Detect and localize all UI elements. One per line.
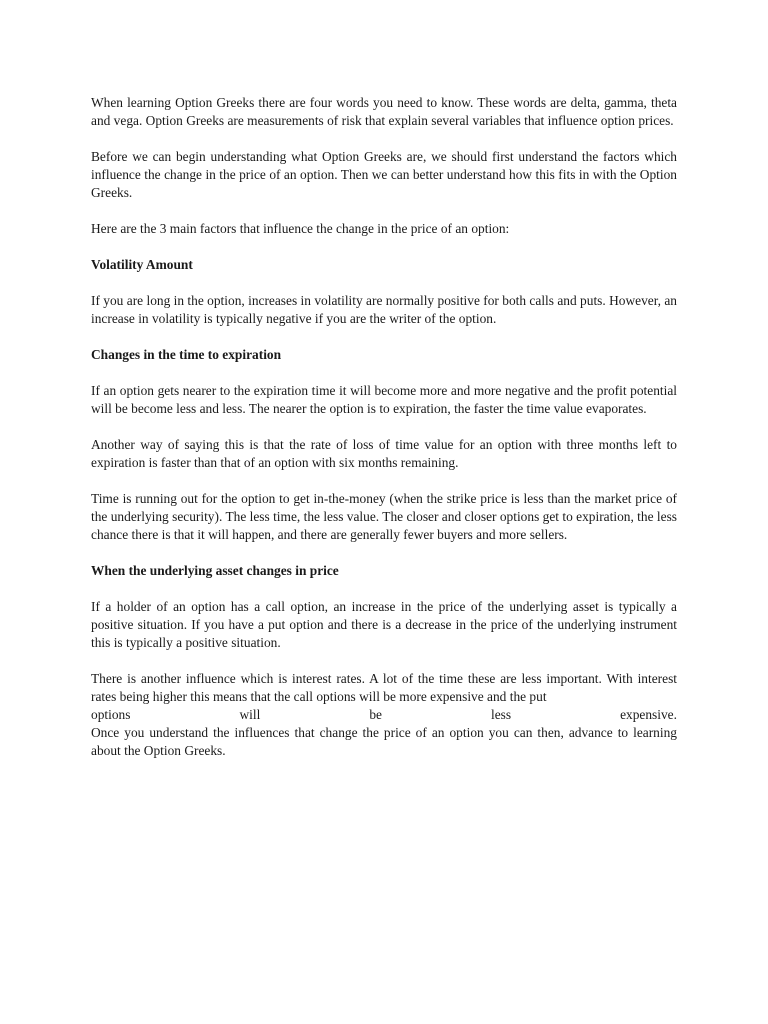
intro-paragraph-2: Before we can begin understanding what Option Greeks are, we should first understand the factors which influence the change in the price of an option. Then we can better understand how this fits in with the Option Greeks. <box>91 149 677 200</box>
interest-rates-paragraph-lead: There is another influence which is interest rates. A lot of the time these are less important. With interest rates being higher this means that the call options will be more expensive and the put <box>91 671 677 704</box>
section-heading-volatility: Volatility Amount <box>91 257 193 272</box>
underlying-asset-paragraph: If a holder of an option has a call option, an increase in the price of the underlying asset is typically a positive situation. If you have a put option and there is a decrease in the price of the underlying instrument this is typically a positive situation. <box>91 599 677 650</box>
volatility-paragraph: If you are long in the option, increases in volatility are normally positive for both calls and puts. However, an increase in volatility is typically negative if you are the writer of the option. <box>91 293 677 326</box>
spread-word: will <box>239 707 261 722</box>
intro-paragraph-3: Here are the 3 main factors that influence the change in the price of an option: <box>91 221 510 236</box>
section-heading-underlying-asset: When the underlying asset changes in price <box>91 563 339 578</box>
expiration-paragraph-2: Another way of saying this is that the rate of loss of time value for an option with three months left to expiration is faster than that of an option with six months remaining. <box>91 437 677 470</box>
spread-word: options <box>91 707 131 722</box>
expiration-paragraph-3: Time is running out for the option to get in-the-money (when the strike price is less than the market price of the underlying security). The less time, the less value. The closer and closer options get to expiration, the less chance there is that it will happen, and there are generally fewer buyers and more sellers. <box>91 491 677 542</box>
section-heading-time-to-expiration: Changes in the time to expiration <box>91 347 282 362</box>
document-page <box>91 94 677 778</box>
interest-rates-spread-line <box>91 706 677 724</box>
intro-paragraph-1: When learning Option Greeks there are four words you need to know. These words are delta, gamma, theta and vega. Option Greeks are measurements of risk that explain several variables that influence option prices. <box>91 95 677 128</box>
interest-rates-block <box>91 670 677 760</box>
spread-word: less <box>490 707 512 722</box>
spread-word: be <box>369 707 382 722</box>
closing-paragraph: Once you understand the influences that change the price of an option you can then, advance to learning about the Option Greeks. <box>91 725 677 758</box>
spread-word: expensive. <box>620 707 677 722</box>
expiration-paragraph-1: If an option gets nearer to the expiration time it will become more and more negative and the profit potential will be become less and less. The nearer the option is to expiration, the faster the time value evaporates. <box>91 383 677 416</box>
